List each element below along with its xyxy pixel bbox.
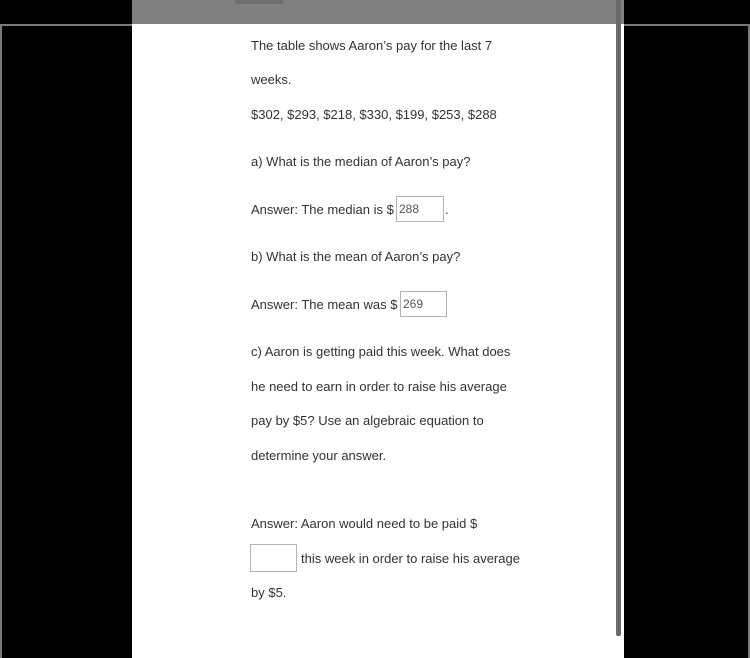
top-overlay-bar — [132, 0, 624, 24]
question-c: c) Aaron is getting paid this week. What does — [251, 344, 511, 359]
question-c: he need to earn in order to raise his average — [251, 379, 507, 394]
question-c: determine your answer. — [251, 448, 387, 463]
question-c: pay by $5? Use an algebraic equation to — [251, 413, 484, 428]
question-b: b) What is the mean of Aaron’s pay? — [251, 249, 461, 264]
top-handle[interactable] — [235, 0, 283, 4]
answer-c-end: by $5. — [251, 585, 287, 600]
intro-text: The table shows Aaron’s pay for the last 7 — [251, 38, 493, 53]
question-a: a) What is the median of Aaron’s pay? — [251, 154, 471, 169]
answer-a-label: Answer: The median is $ — [251, 202, 394, 217]
answer-b-label: Answer: The mean was $ — [251, 297, 398, 312]
scrollbar[interactable] — [616, 0, 621, 636]
answer-c-suffix: this week in order to raise his average — [301, 551, 520, 566]
mean-input[interactable] — [400, 291, 447, 317]
intro-text: weeks. — [251, 72, 292, 87]
answer-c-label: Answer: Aaron would need to be paid $ — [251, 516, 478, 531]
frame-border-left — [0, 24, 2, 658]
answer-a-suffix: . — [445, 202, 449, 217]
payment-input[interactable] — [250, 544, 297, 572]
median-input[interactable] — [396, 196, 444, 222]
pay-values: $302, $293, $218, $330, $199, $253, $288 — [251, 107, 497, 122]
